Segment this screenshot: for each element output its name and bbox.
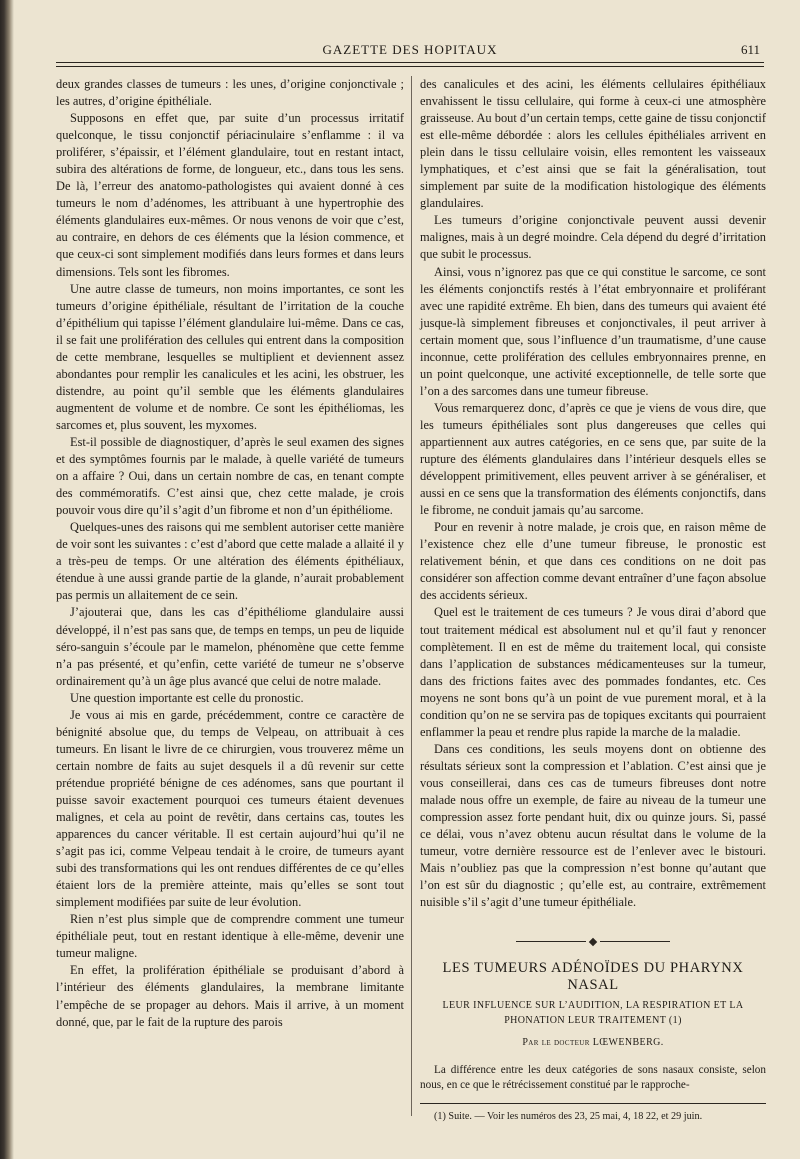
paragraph: Rien n’est plus simple que de comprendre comment une tumeur épithéliale peut, tout en restant identique à elle-même, devenir une tumeur maligne. xyxy=(56,912,404,961)
paragraph: Dans ces conditions, les seuls moyens dont on obtienne des résultats sérieux sont la compression et l’ablation. C’est ainsi que je vous conseillerai, dans ces cas de tumeurs fibreuses dont notre malade nous offre un exemple, de faire au niveau de la tumeur une compression assez forte pendant huit, dix ou quinze jours. Si, passé ce délai, vous n’avez obtenu aucun résultat dans le volume de la tumeur, votre dernière ressource est de l’enlever avec le bistouri. Mais n’oubliez pas que la compression n’est bonne qu’autant que l’on est sûr du diagnostic ; qu’elle est, au contraire, extrêmement nuisible s’il s’agit d’une tumeur épithéliale. xyxy=(420,741,766,910)
page-header xyxy=(56,42,764,62)
header-rule xyxy=(56,62,764,63)
paragraph: J’ajouterai que, dans les cas d’épithéliome glandulaire aussi développé, il n’est pas sans que, de temps en temps, un peu de liquide séro-sanguin s’écoule par le mamelon, phénomène que cette femme n’a pas présenté, et qu’enfin, cette variété de tumeur ne s’observe ordinairement qu’à un âge plus avancé que celui de notre malade. xyxy=(56,605,404,688)
page-number: 611 xyxy=(740,42,760,57)
section-ornament xyxy=(420,933,766,950)
paragraph: Quelques-unes des raisons qui me semblent autoriser cette manière de voir sont les suivantes : c’est d’abord que cette malade a allaité il y a très-peu de temps. Or une altération des éléments épithéliaux, étendue à une aussi grande partie de la glande, n’aurait probablement pas permis un allaitement de ce sein. xyxy=(56,520,404,603)
paragraph: Une question importante est celle du pronostic. xyxy=(70,690,304,705)
paragraph: Pour en revenir à notre malade, je crois que, en raison même de l’existence chez elle d’une tumeur fibreuse, le pronostic est relativement bénin, et que dans ces conditions on ne doit pas considérer son affection comme devant entraîner d’une façon absolue des accidents sérieux. xyxy=(420,520,766,603)
article-title: LES TUMEURS ADÉNOÏDES DU PHARYNX NASAL xyxy=(442,960,744,994)
paragraph: En effet, la prolifération épithéliale se produisant d’abord à l’intérieur des éléments glandulaires, la membrane limitante l’empêche de se propager au dehors. Mais il arrive, à un moment donné, que, par le fait de la rupture des parois xyxy=(56,963,404,1029)
left-column xyxy=(56,76,404,1031)
paragraph: des canalicules et des acini, les éléments cellulaires épithéliaux envahissent le tissu cellulaire, qui forme à ceux-ci une atmosphère graisseuse. Au bout d’un certain temps, cette gaine de tissu conjonctif est elle-même débordée : alors les cellules épithéliales arrivent en plein dans le tissu cellulaire voisin, elles remontent les vaisseaux lymphatiques, et c’est ainsi que se fait la généralisation, tout simplement par suite de la modification histologique des éléments glandulaires. xyxy=(420,77,766,211)
paragraph: Vous remarquerez donc, d’après ce que je viens de vous dire, que les tumeurs épithéliales sont plus dangereuses que celles qui appartiennent aux autres catégories, en ce sens que, par suite de la rupture des éléments glandulaires dans l’intérieur desquels elles se développent primitivement, elles peuvent arriver à se généraliser, et aussi en ce sens que la transformation des éléments conjonctifs, dans le fibrome, ne conduit jamais qu’au sarcome. xyxy=(420,400,766,518)
paragraph: Les tumeurs d’origine conjonctivale peuvent aussi devenir malignes, mais à un degré moindre. Cela dépend du degré d’irritation que subit le processus. xyxy=(420,213,766,262)
paragraph: Est-il possible de diagnostiquer, d’après le seul examen des signes et des symptômes fournis par le malade, à quelle variété de tumeurs on a affaire ? Oui, dans un certain nombre de cas, en tenant compte des commémoratifs. C’est ainsi que, chez cette malade, je crois pouvoir vous dire qu’il s’agit d’un fibrome et non d’un épithéliome. xyxy=(56,434,404,518)
article-body: La différence entre les deux catégories de sons nasaux consiste, selon nous, en ce que le rétrécissement constitué par le rapproche- xyxy=(420,1064,766,1092)
paragraph: Quel est le traitement de ces tumeurs ? Je vous dirai d’abord que tout traitement médical est absolument nul et qu’il faut y renoncer complètement. Il en est de même du traitement local, qui consiste dans l’application de substances médicamenteuses sur la tumeur, dans des frictions faites avec des pommades fondantes, etc. Ces moyens ne sont bons qu’à un point de vue purement moral, et à la condition qu’on ne se servira pas de topiques excitants qui pourraient enflammer la peau et rendre plus rapide la marche de la maladie. xyxy=(420,605,766,739)
page-binding-edge xyxy=(0,0,14,1159)
paragraph: Ainsi, vous n’ignorez pas que ce qui constitue le sarcome, ce sont les éléments conjonctifs restés à l’état embryonnaire et proliférant avec une rapidité extrême. Eh bien, dans des tumeurs qui avaient été jusque-là simplement fibreuses et conjonctivales, il peut arriver à certain moment que, sous l’influence d’un traumatisme, d’une cause inconnue, cette prolifération des cellules embryonnaires prenne, en un point quelconque, une activité exceptionnelle, de telle sorte que l’on a des sarcomes dans une tumeur fibreuse. xyxy=(420,264,766,398)
header-rule-thin xyxy=(56,66,764,67)
journal-title: GAZETTE DES HOPITAUX xyxy=(322,42,498,57)
paragraph: Une autre classe de tumeurs, non moins importantes, ce sont les tumeurs d’origine épithéliale, résultant de l’irritation de la couche d’épithélium qui tapisse l’élément glandulaire lui-même. Dans ce cas, il se fait une prolifération des cellules qui entrent dans la composition de cette membrane, lesquelles se multiplient et deviennent assez abondantes pour remplir les canalicules et les acini, les obstruer, les distendre, au point qu’il semble que les éléments glandulaires augmentent de volume et de nombre. Ce sont les épithéliomas, les sarcomes et, plus souvent, les myxomes. xyxy=(56,281,404,432)
paragraph: Supposons en effet que, par suite d’un processus irritatif quelconque, le tissu conjonctif périacinulaire s’enflamme : il va proliférer, s’épaissir, et l’élément glandulaire, tout en restant intact, subira des altérations de forme, de longueur, etc., dans tous les sens. De là, l’erreur des anatomo-pathologistes qui avaient donné à ces tumeurs le nom d’adénomes, les attribuant à une hypertrophie des éléments glandulaires eux-mêmes. Or nous venons de voir que c’est, au contraire, en dehors de ces éléments que la lésion commence, et que ceux-ci sont simplement modifiés dans leurs formes et dans leurs dimensions. Tels sont les fibromes. xyxy=(56,111,404,279)
article-subtitle: LEUR INFLUENCE SUR L’AUDITION, LA RESPIRATION ET LA PHONATION LEUR TRAITEMENT (1) xyxy=(442,1000,744,1027)
article-author: Par le docteur LŒWENBERG. xyxy=(522,1037,664,1049)
column-divider xyxy=(411,76,412,1116)
footnote: (1) Suite. — Voir les numéros des 23, 25 mai, 4, 18 22, et 29 juin. xyxy=(434,1111,703,1123)
right-column xyxy=(420,76,766,1124)
paragraph: deux grandes classes de tumeurs : les unes, d’origine conjonctivale ; les autres, d’origine épithéliale. xyxy=(56,77,404,109)
paragraph: Je vous ai mis en garde, précédemment, contre ce caractère de bénignité absolue que, du temps de Velpeau, on attribuait à ces tumeurs. En lisant le livre de ce chirurgien, vous trouverez même un certain nombre de faits au sujet desquels il a dû revenir sur cette prétendue propriété bénigne de ces adénomes, sans que pourtant il puisse savoir exactement pourquoi ces tumeurs étaient devenues malignes, et cela au point de revêtir, dans certains cas, toutes les apparences du cancer véritable. Il est certain aujourd’hui qu’il ne s’agit pas ici, comme Velpeau tendait à le croire, de tumeurs ayant subi des transformations qui les ont rendues différentes de ce qu’elles étaient lors de la première atteinte, mais qu’elles se sont tout simplement modifiées par suite de leur évolution. xyxy=(56,707,404,910)
footnote-rule xyxy=(420,1103,766,1104)
